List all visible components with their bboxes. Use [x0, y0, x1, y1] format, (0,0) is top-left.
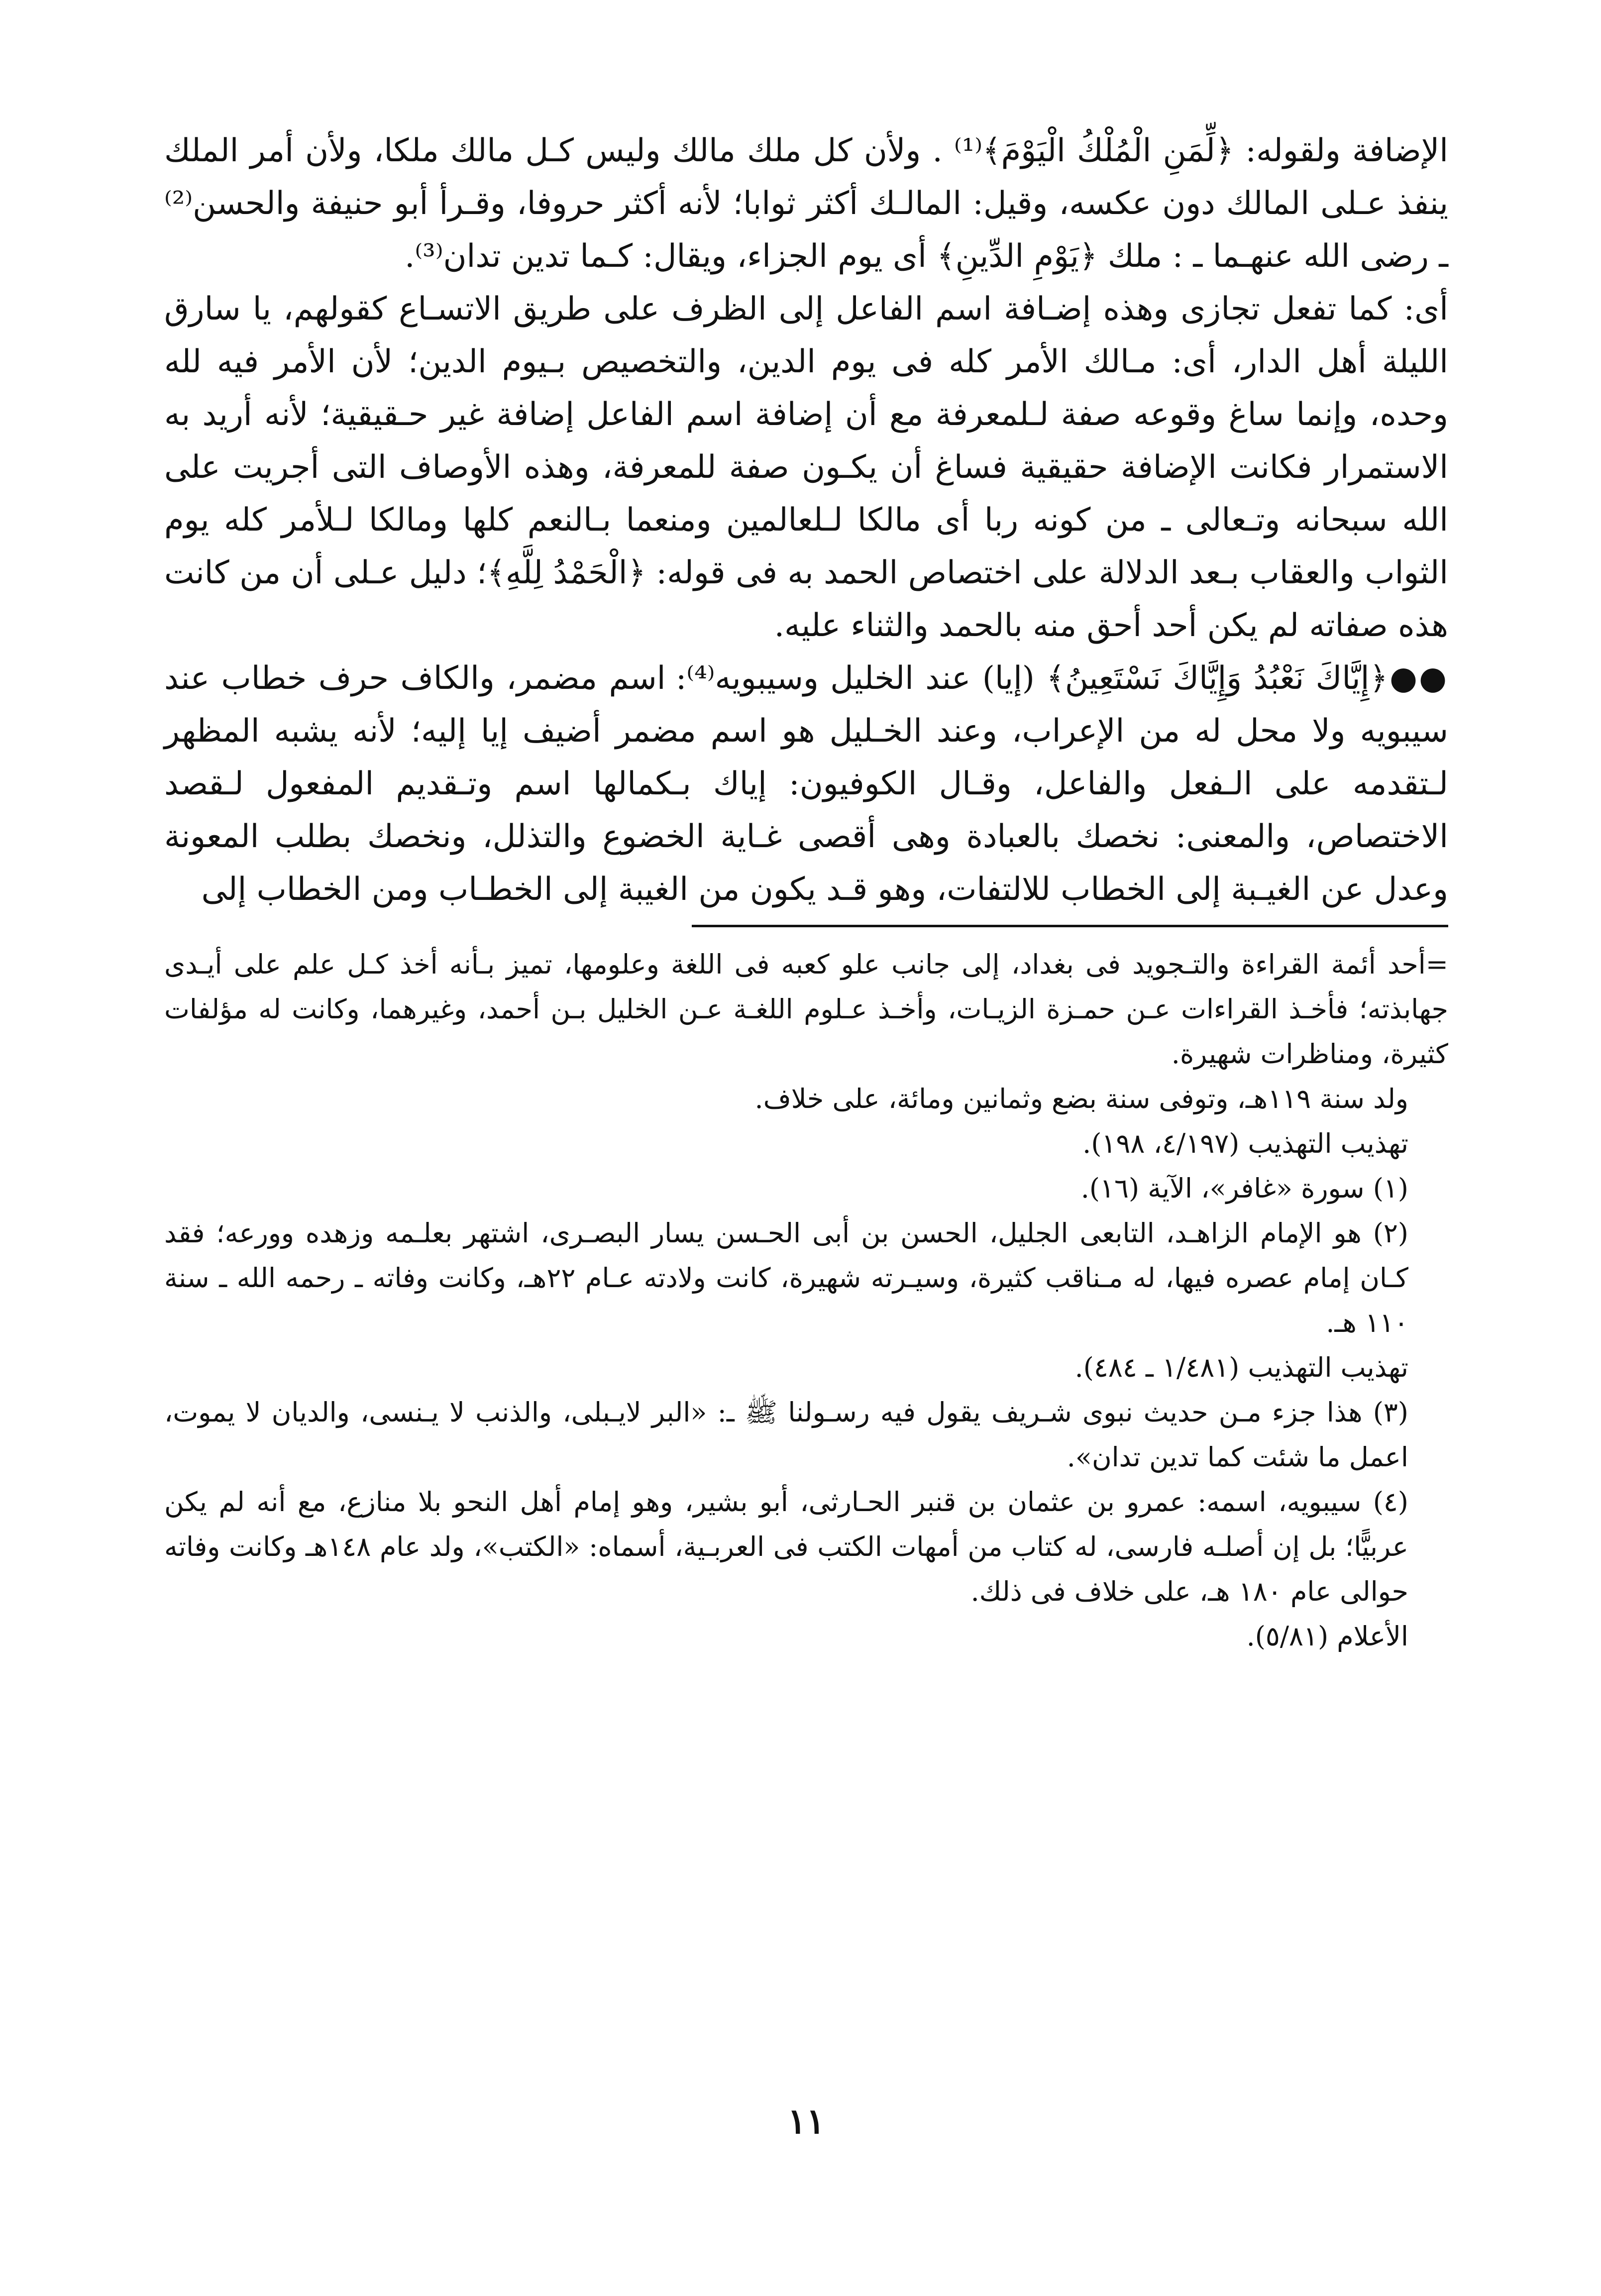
- footnote-item: ولد سنة ١١٩هـ، وتوفى سنة بضع وثمانين ومائة، على خلاف.: [754, 1083, 1408, 1114]
- footnote-item: تهذيب التهذيب (٤/١٩٧، ١٩٨).: [1082, 1128, 1408, 1159]
- footnote-item: تهذيب التهذيب (١/٤٨١ ـ ٤٨٤).: [1074, 1352, 1408, 1383]
- footnote-item: =أحد أئمة القراءة والتـجويد فى بغداد، إلى جانب علو كعبه فى اللغة وعلومها، تميز بـأنه أخذ كـل علم على أيـدى جهابذته؛ فأخـذ القراءات عـن حمـزة الزيـات، وأخـذ عـلوم اللغـة عـن الخليل بـن أحمد، وغيرهما، وكانت له مؤلفات كثيرة، ومناظرات شهيرة.: [164, 949, 1448, 1070]
- page-number: ١١: [787, 2100, 825, 2142]
- document-page: [164, 124, 1448, 2215]
- footnotes: [164, 942, 1448, 1659]
- footnote-item: (٣) هذا جزء مـن حديث نبوى شـريف يقول فيه رسـولنا ﷺ ـ: «البر لايـبلى، والذنب لا يـنسى، والديان لا يموت، اعمل ما شئت كما تدين تدان».: [164, 1397, 1408, 1473]
- footnote-divider: [692, 925, 1448, 927]
- footnote-item: (١) سورة «غافر»، الآية (١٦).: [1080, 1173, 1408, 1204]
- footnote-item: (٢) هو الإمام الزاهـد، التابعى الجليل، الحسن بن أبى الحـسن يسار البصـرى، اشتهر بعلـمه وزهده وورعه؛ فقد كـان إمام عصره فيها، له مـناقب كثيرة، وسيـرته شهيرة، كانت ولادته عـام ٢٢هـ، وكانت وفاته ـ رحمه الله ـ سنة ١١٠ هـ.: [164, 1217, 1408, 1338]
- main-paragraph: ●●﴿إِيَّاكَ نَعْبُدُ وَإِيَّاكَ نَسْتَعِينُ﴾ (إيا) عند الخليل وسيبويه⁽⁴⁾: اسم مضمر، والكاف حرف خطاب عند سيبويه ولا محل له من الإعراب، وعند الخـليل هو اسم مضمر أضيف إيا إليه؛ لأنه يشبه المظهر لـتقدمه على الـفعل والفاعل، وقـال الكوفيون: إياك بـكمالها اسم وتـقديم المفعول لـقصد الاختصاص، والمعنى: نخصك بالعبادة وهى أقصى غـاية الخضوع والتذلل، ونخصك بطلب المعونة وعدل عن الغيـبة إلى الخطاب للالتفات، وهو قـد يكون من الغيبة إلى الخطـاب ومن الخطاب إلى: [164, 660, 1449, 908]
- footnote-item: (٤) سيبويه، اسمه: عمرو بن عثمان بن قنبر الحـارثى، أبو بشير، وهو إمام أهل النحو بلا منازع، مع أنه لم يكن عربيًّا؛ بل إن أصلـه فارسى، له كتاب من أمهات الكتب فى العربـية، أسماه: «الكتب»، ولد عام ١٤٨هـ وكانت وفاته حوالى عام ١٨٠ هـ، على خلاف فى ذلك.: [164, 1486, 1408, 1607]
- main-paragraph: الإضافة ولقوله: ﴿لِّمَنِ الْمُلْكُ الْيَوْمَ﴾⁽¹⁾ . ولأن كل ملك مالك وليس كـل مالك ملكا، ولأن أمر الملك ينفذ عـلى المالك دون عكسه، وقيل: المالـك أكثر ثوابا؛ لأنه أكثر حروفا، وقـرأ أبو حنيفة والحسن⁽²⁾ ـ رضى الله عنهـما ـ : ملك ﴿يَوْمِ الدِّينِ﴾ أى يوم الجزاء، ويقال: كـما تدين تدان⁽³⁾.: [164, 132, 1448, 275]
- main-text: [164, 124, 1448, 916]
- footnote-item: الأعلام (٥/٨١).: [1246, 1621, 1408, 1652]
- main-paragraph: أى: كما تفعل تجازى وهذه إضـافة اسم الفاعل إلى الظرف على طريق الاتسـاع كقولهم، يا سارق الليلة أهل الدار، أى: مـالك الأمر كله فى يوم الدين، والتخصيص بـيوم الدين؛ لأن الأمر فيه لله وحده، وإنما ساغ وقوعه صفة لـلمعرفة مع أن إضافة اسم الفاعل إضافة غير حـقيقية؛ لأنه أريد به الاستمرار فكانت الإضافة حقيقية فساغ أن يكـون صفة للمعرفة، وهذه الأوصاف التى أجريت على الله سبحانه وتـعالى ـ من كونه ربا أى مالكا لـلعالمين ومنعما بـالنعم كلها ومالكا لـلأمر كله يوم الثواب والعقاب بـعد الدلالة على اختصاص الحمد به فى قوله: ﴿الْحَمْدُ لِلَّهِ﴾؛ دليل عـلى أن من كانت هذه صفاته لم يكن أحد أحق منه بالحمد والثناء عليه.: [164, 291, 1448, 644]
